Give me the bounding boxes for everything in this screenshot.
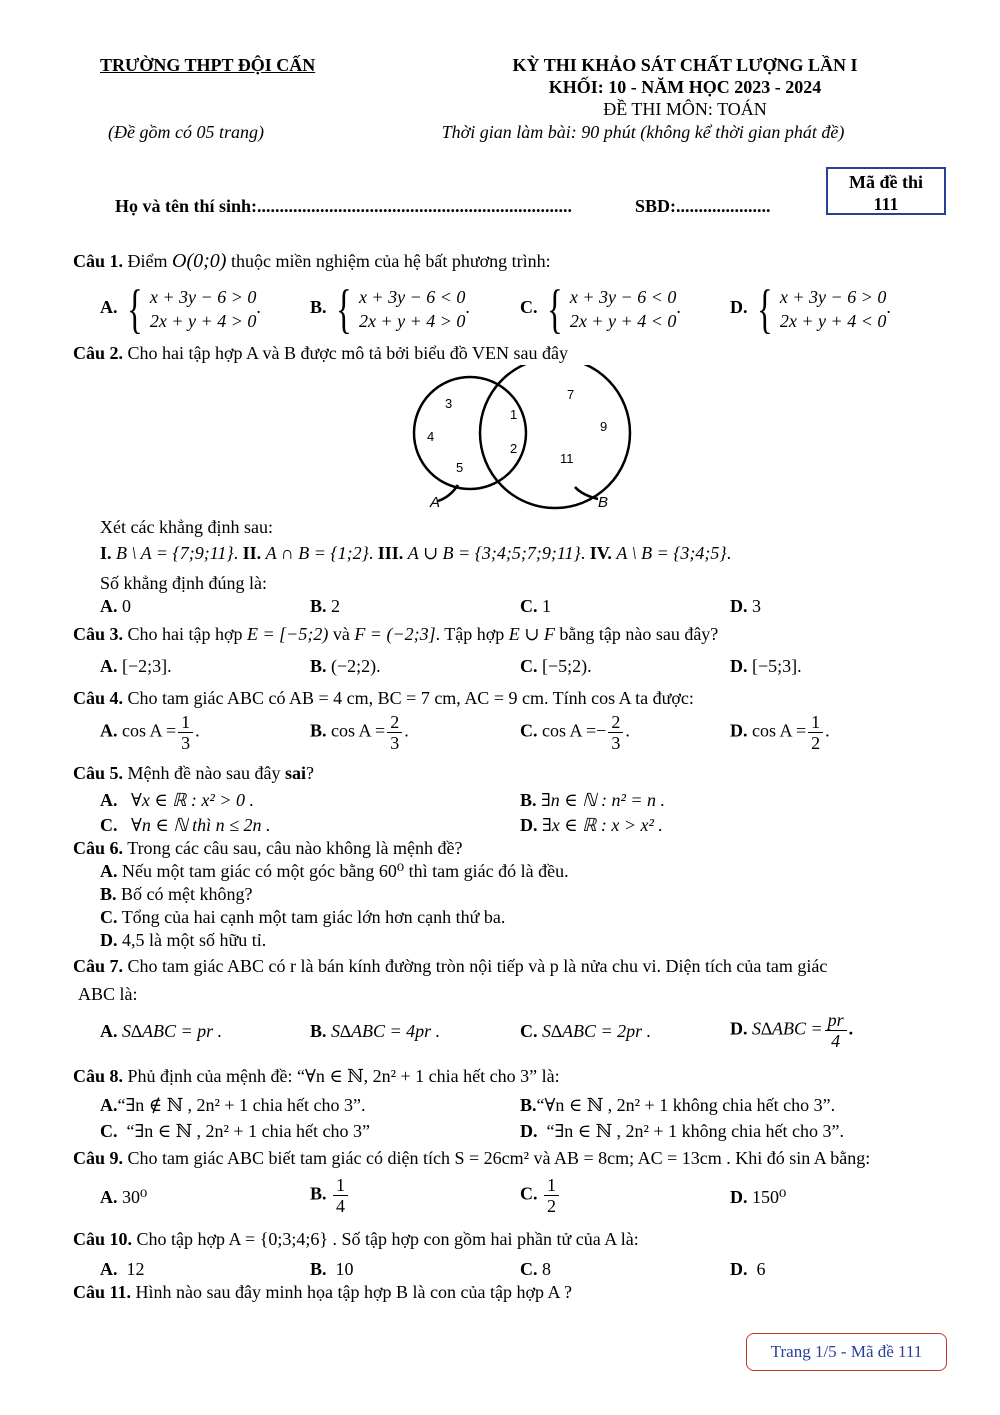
- q10-a-text: 12: [126, 1259, 145, 1279]
- q8-option-d[interactable]: [520, 1121, 844, 1142]
- q4-b-letter: B.: [310, 720, 327, 741]
- q7-b-text: S∆ABC = 4pr .: [331, 1021, 441, 1041]
- q5-text: Mệnh đề nào sau đây: [127, 763, 281, 783]
- q5-label: Câu 5.: [73, 763, 124, 783]
- q5-option-c[interactable]: [100, 815, 270, 836]
- q6-d-letter: D.: [100, 930, 118, 950]
- q11-label: Câu 11.: [73, 1282, 132, 1302]
- q1-c-letter: C.: [520, 297, 538, 318]
- q8-d-text: “∃n ∈ ℕ , 2n² + 1 không chia hết cho 3”.: [546, 1121, 845, 1141]
- q9-b-num: 1: [333, 1175, 348, 1196]
- q7-stem: [73, 956, 827, 977]
- q5-d-text: ∃x ∈ ℝ : x > x² .: [542, 815, 663, 835]
- q7-d-den: 4: [831, 1031, 841, 1051]
- q8-a-letter: A.: [100, 1095, 118, 1115]
- venn-value: 11: [560, 451, 574, 466]
- q9-b-letter: B.: [310, 1183, 327, 1204]
- subject: ĐỀ THI MÔN: TOÁN: [603, 99, 767, 119]
- venn-diagram: [400, 365, 640, 515]
- q11-stem: [73, 1282, 572, 1303]
- time-note: Thời gian làm bài: 90 phút (không kể thời gian phát đề): [441, 122, 845, 142]
- q9-a-letter: A.: [100, 1187, 118, 1207]
- venn-value: 4: [427, 429, 435, 444]
- candidate-name-field: Họ và tên thí sinh:......................................................................: [115, 196, 573, 216]
- q5-b-text: ∃n ∈ ℕ : n² = n .: [541, 790, 666, 810]
- q5-option-d[interactable]: [520, 815, 663, 836]
- q7-a-text: S∆ABC = pr .: [122, 1021, 223, 1041]
- q6-a-letter: A.: [100, 861, 118, 881]
- q6-b-text: Bố có mệt không?: [121, 884, 253, 904]
- q2-b-letter: B.: [310, 596, 327, 616]
- q9-d-letter: D.: [730, 1187, 748, 1207]
- q2-b-text: 2: [331, 596, 341, 616]
- venn-pointer-b: [575, 487, 598, 499]
- venn-pointer-a: [438, 485, 458, 501]
- q2-a-letter: A.: [100, 596, 118, 616]
- q7-text: Cho tam giác ABC có r là bán kính đường tròn nội tiếp và p là nửa chu vi. Diện tích của tam giác: [127, 956, 828, 976]
- q7-c-letter: C.: [520, 1021, 538, 1041]
- q6-stem: [73, 838, 462, 859]
- q5-option-b[interactable]: [520, 790, 665, 811]
- q4-a-num: 1: [178, 712, 193, 733]
- page-footer: Trang 1/5 - Mã đề 111: [746, 1333, 947, 1371]
- q6-c-letter: C.: [100, 907, 118, 927]
- q9-option-a[interactable]: [100, 1187, 147, 1208]
- q9-label: Câu 9.: [73, 1148, 124, 1168]
- q7-a-letter: A.: [100, 1021, 118, 1041]
- q1-point: O(0;0): [172, 250, 227, 272]
- q5-c-text: ∀n ∈ ℕ thì n ≤ 2n .: [131, 815, 271, 835]
- q4-d-den: 2: [811, 733, 821, 753]
- venn-value: 1: [510, 407, 518, 422]
- q7-option-d[interactable]: D. S∆ABC = $\frac{pr}{4}$ .: [730, 1010, 854, 1051]
- q1-d-row1: x + 3y − 6 > 0: [779, 287, 887, 307]
- q4-stem: [73, 688, 694, 709]
- q3-stem: [73, 624, 718, 645]
- q6-label: Câu 6.: [73, 838, 124, 858]
- q3-option-a[interactable]: [100, 656, 172, 677]
- venn-value: 3: [445, 396, 453, 411]
- q5-qmark: ?: [306, 763, 314, 783]
- q4-b-num: 2: [387, 712, 402, 733]
- q7-option-c[interactable]: [520, 1021, 651, 1042]
- q2-a-text: 0: [122, 596, 131, 616]
- q10-label: Câu 10.: [73, 1229, 133, 1249]
- q7-stem-2: ABC là:: [78, 984, 138, 1004]
- q3-text-a: Cho hai tập hợp: [127, 624, 243, 644]
- q10-b-letter: B.: [310, 1259, 327, 1279]
- exam-code-value: 111: [873, 194, 899, 214]
- q5-emph: sai: [284, 763, 306, 783]
- q8-c-letter: C.: [100, 1121, 118, 1141]
- q8-stem: [73, 1066, 560, 1087]
- q8-option-a[interactable]: [100, 1095, 366, 1116]
- q3-b-letter: B.: [310, 656, 327, 676]
- q10-text: Cho tập hợp A = {0;3;4;6} . Số tập hợp con gồm hai phần tử của A là:: [136, 1229, 639, 1249]
- q3-a-text: [−2;3].: [122, 656, 172, 676]
- q10-a-letter: A.: [100, 1259, 118, 1279]
- q1-c-row2: 2x + y + 4 < 0: [569, 311, 677, 331]
- q3-text-c: bằng tập nào sau đây?: [559, 624, 719, 644]
- q2-option-c[interactable]: [520, 596, 551, 617]
- school-name: TRƯỜNG THPT ĐỘI CẤN: [100, 55, 316, 75]
- q2-d-letter: D.: [730, 596, 748, 616]
- q2-count-question: Số khẳng định đúng là:: [100, 573, 267, 593]
- q10-stem: [73, 1229, 639, 1250]
- q6-text: Trong các câu sau, câu nào không là mệnh đề?: [127, 838, 463, 858]
- q9-option-d[interactable]: [730, 1187, 786, 1208]
- q2-s4: A \ B = {3;4;5}: [616, 543, 727, 563]
- q6-option-b[interactable]: [100, 884, 253, 905]
- q8-b-letter: B.: [520, 1095, 537, 1115]
- venn-value: 2: [510, 441, 518, 456]
- exam-code-box: [826, 167, 946, 215]
- q2-s3: A ∪ B = {3;4;5;7;9;11}: [407, 543, 581, 563]
- q3-text-b: . Tập hợp: [435, 624, 505, 644]
- exam-title: KỲ THI KHẢO SÁT CHẤT LƯỢNG LẦN I: [512, 55, 858, 75]
- q9-option-b[interactable]: [310, 1175, 350, 1216]
- q2-label: Câu 2.: [73, 343, 124, 363]
- q1-a-row2: 2x + y + 4 > 0: [149, 311, 257, 331]
- q2-c-text: 1: [542, 596, 551, 616]
- q8-d-letter: D.: [520, 1121, 538, 1141]
- q2-s1: B \ A = {7;9;11}: [116, 543, 234, 563]
- q4-text: Cho tam giác ABC có AB = 4 cm, BC = 7 cm, AC = 9 cm. Tính cos A ta được:: [127, 688, 694, 708]
- venn-value: 7: [567, 387, 575, 402]
- q6-option-a[interactable]: [100, 861, 569, 882]
- q6-a-text: Nếu một tam giác có một góc bằng 60⁰ thì tam giác đó là đều.: [122, 861, 569, 881]
- q2-s4-label: IV.: [589, 543, 612, 563]
- q4-label: Câu 4.: [73, 688, 124, 708]
- q10-option-d[interactable]: [730, 1259, 766, 1280]
- q4-c-num: 2: [608, 712, 623, 733]
- q3-c-letter: C.: [520, 656, 538, 676]
- q3-d-letter: D.: [730, 656, 748, 676]
- q3-and: và: [332, 624, 350, 644]
- q11-text: Hình nào sau đây minh họa tập hợp B là con của tập hợp A ?: [135, 1282, 572, 1302]
- q8-b-text: “∀n ∈ ℕ , 2n² + 1 không chia hết cho 3”.: [536, 1095, 836, 1115]
- q1-option-a[interactable]: A. { x + 3y − 6 > 0 2x + y + 4 > 0 .: [100, 279, 261, 339]
- q8-a-text: “∃n ∉ ℕ , 2n² + 1 chia hết cho 3”.: [117, 1095, 366, 1115]
- q10-option-b[interactable]: [310, 1259, 354, 1280]
- q10-d-text: 6: [756, 1259, 766, 1279]
- q2-s1-label: I.: [100, 543, 112, 563]
- q9-b-den: 4: [336, 1196, 346, 1216]
- q2-option-b[interactable]: [310, 596, 340, 617]
- q2-s2-label: II.: [242, 543, 262, 563]
- q4-option-d[interactable]: D. cos A = $\frac{1}{2}$ .: [730, 712, 830, 753]
- sbd-field: SBD:.....................: [635, 196, 771, 216]
- q2-d-text: 3: [752, 596, 761, 616]
- q2-option-a[interactable]: [100, 596, 131, 617]
- q7-d-left: S∆ABC =: [752, 1018, 823, 1039]
- q6-d-text: 4,5 là một số hữu tỉ.: [122, 930, 267, 950]
- q9-c-num: 1: [544, 1175, 559, 1196]
- q2-consider: Xét các khẳng định sau:: [100, 517, 273, 537]
- q4-d-letter: D.: [730, 720, 748, 741]
- q2-text: Cho hai tập hợp A và B được mô tả bởi biểu đồ VEN sau đây: [127, 343, 568, 363]
- q4-a-den: 3: [181, 733, 191, 753]
- q4-b-cos: cos A =: [331, 720, 386, 741]
- q1-option-d[interactable]: D. { x + 3y − 6 > 0 2x + y + 4 < 0 .: [730, 279, 891, 339]
- q6-option-d[interactable]: [100, 930, 266, 951]
- q5-d-letter: D.: [520, 815, 538, 835]
- q2-option-d[interactable]: [730, 596, 761, 617]
- q3-union: E ∪ F: [508, 624, 555, 644]
- q9-c-letter: C.: [520, 1183, 538, 1204]
- q4-c-den: 3: [611, 733, 621, 753]
- q3-c-text: [−5;2).: [542, 656, 592, 676]
- q5-option-a[interactable]: [100, 790, 254, 811]
- q3-set-e: E = [−5;2): [247, 624, 329, 644]
- q3-d-text: [−5;3].: [752, 656, 802, 676]
- q10-option-a[interactable]: [100, 1259, 145, 1280]
- q10-d-letter: D.: [730, 1259, 748, 1279]
- q1-label: Câu 1.: [73, 251, 124, 271]
- q1-stem: [73, 250, 551, 273]
- q7-option-b[interactable]: [310, 1021, 440, 1042]
- q9-a-text: 30⁰: [122, 1187, 148, 1207]
- q2-s2: A ∩ B = {1;2}: [265, 543, 369, 563]
- q2-statements: I. B \ A = {7;9;11}. II. A ∩ B = {1;2}. III. A ∪ B = {3;4;5;7;9;11}. IV. A \ B = {3;4;5}.: [100, 543, 732, 563]
- q3-a-letter: A.: [100, 656, 118, 676]
- q10-c-letter: C.: [520, 1259, 538, 1279]
- q5-a-letter: A.: [100, 790, 118, 810]
- q2-stem: [73, 343, 568, 364]
- q9-text: Cho tam giác ABC biết tam giác có diện tích S = 26cm² và AB = 8cm; AC = 13cm . Khi đó sin A bằng:: [127, 1148, 871, 1168]
- q8-option-b[interactable]: [520, 1095, 835, 1116]
- q3-set-f: F = (−2;3]: [354, 624, 436, 644]
- pages-note: (Đề gồm có 05 trang): [108, 122, 264, 142]
- q1-b-row1: x + 3y − 6 < 0: [358, 287, 466, 307]
- exam-code-label: Mã đề thi: [849, 172, 923, 192]
- q3-option-d[interactable]: [730, 656, 802, 677]
- q7-d-letter: D.: [730, 1018, 748, 1039]
- q10-b-text: 10: [335, 1259, 354, 1279]
- q4-b-den: 3: [390, 733, 400, 753]
- q9-d-text: 150⁰: [752, 1187, 787, 1207]
- q9-option-c[interactable]: [520, 1175, 561, 1216]
- q4-a-letter: A.: [100, 720, 118, 741]
- venn-label-a: A: [430, 494, 441, 511]
- q3-option-b[interactable]: [310, 656, 381, 677]
- q4-option-b[interactable]: B. cos A = $\frac{2}{3}$ .: [310, 712, 409, 753]
- q4-c-cos: cos A =: [542, 720, 597, 741]
- venn-label-b: B: [598, 494, 609, 511]
- q5-b-letter: B.: [520, 790, 537, 810]
- venn-value: 5: [456, 460, 464, 475]
- q1-text-b: thuộc miền nghiệm của hệ bất phương trình:: [230, 251, 551, 271]
- q5-stem: [73, 763, 314, 784]
- q9-c-den: 2: [547, 1196, 556, 1216]
- q7-b-letter: B.: [310, 1021, 327, 1041]
- q8-option-c[interactable]: [100, 1121, 370, 1142]
- q8-text: Phủ định của mệnh đề: “∀n ∈ ℕ, 2n² + 1 chia hết cho 3” là:: [127, 1066, 560, 1086]
- q7-label: Câu 7.: [73, 956, 124, 976]
- q4-option-c[interactable]: C. cos A =− $\frac{2}{3}$ .: [520, 712, 630, 753]
- q3-label: Câu 3.: [73, 624, 124, 644]
- q5-a-text: ∀x ∈ ℝ : x² > 0 .: [131, 790, 254, 810]
- q1-b-row2: 2x + y + 4 > 0: [358, 311, 466, 331]
- q1-option-c[interactable]: C. { x + 3y − 6 < 0 2x + y + 4 < 0 .: [520, 279, 681, 339]
- q8-c-text: “∃n ∈ ℕ , 2n² + 1 chia hết cho 3”: [126, 1121, 371, 1141]
- q7-option-a[interactable]: [100, 1021, 222, 1042]
- q6-b-letter: B.: [100, 884, 117, 904]
- q1-d-row2: 2x + y + 4 < 0: [779, 311, 887, 331]
- q1-c-row1: x + 3y − 6 < 0: [569, 287, 677, 307]
- venn-value: 9: [600, 419, 608, 434]
- q9-stem: [73, 1148, 870, 1169]
- q7-c-text: S∆ABC = 2pr .: [542, 1021, 652, 1041]
- q7-d-num: pr: [825, 1010, 847, 1031]
- q6-option-c[interactable]: [100, 907, 505, 928]
- q1-d-letter: D.: [730, 297, 748, 318]
- q4-d-cos: cos A =: [752, 720, 807, 741]
- q4-a-cos: cos A =: [122, 720, 177, 741]
- q1-option-b[interactable]: B. { x + 3y − 6 < 0 2x + y + 4 > 0 .: [310, 279, 470, 339]
- q3-b-text: (−2;2).: [331, 656, 381, 676]
- q4-option-a[interactable]: A. cos A = $\frac{1}{3}$ .: [100, 712, 200, 753]
- q1-a-letter: A.: [100, 297, 118, 318]
- q1-text-a: Điểm: [127, 251, 168, 271]
- q8-label: Câu 8.: [73, 1066, 124, 1086]
- q3-option-c[interactable]: [520, 656, 592, 677]
- q5-c-letter: C.: [100, 815, 118, 835]
- q4-d-num: 1: [808, 712, 823, 733]
- q2-c-letter: C.: [520, 596, 538, 616]
- q1-a-row1: x + 3y − 6 > 0: [149, 287, 257, 307]
- q2-s3-label: III.: [377, 543, 404, 563]
- q1-b-letter: B.: [310, 297, 327, 318]
- q10-option-c[interactable]: [520, 1259, 551, 1280]
- grade-year: KHỐI: 10 - NĂM HỌC 2023 - 2024: [548, 77, 822, 97]
- q6-c-text: Tổng của hai cạnh một tam giác lớn hơn cạnh thứ ba.: [121, 907, 506, 927]
- q10-c-text: 8: [542, 1259, 551, 1279]
- q4-c-sign: −: [596, 720, 607, 741]
- q4-c-letter: C.: [520, 720, 538, 741]
